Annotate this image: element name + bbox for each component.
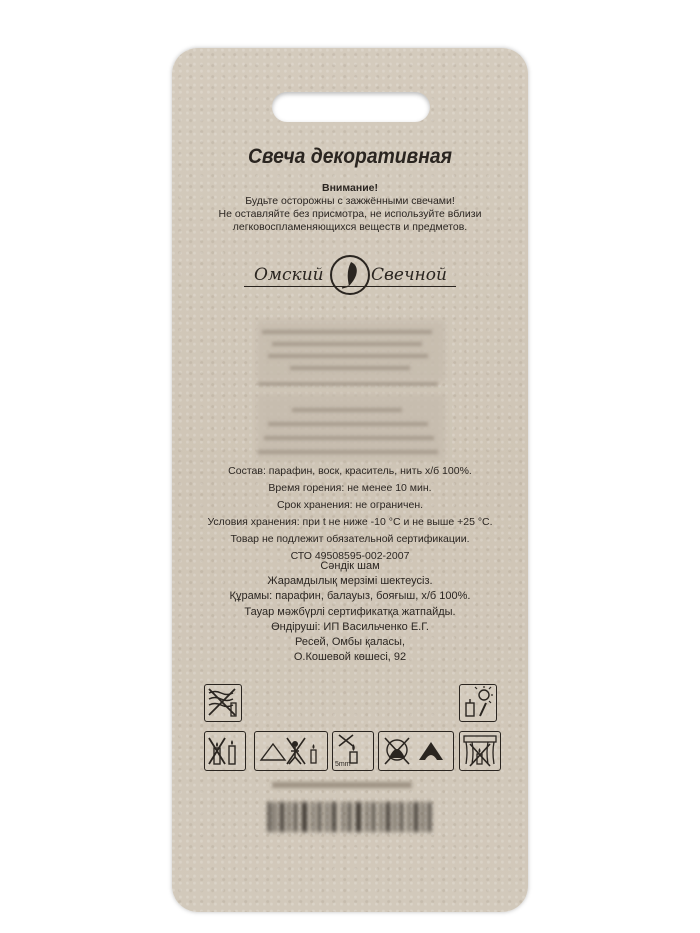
kz-line: Сәндік шам	[320, 560, 380, 572]
trim-wick-icon	[332, 731, 374, 771]
warning-line: Будьте осторожны с зажжёнными свечами!	[245, 195, 455, 207]
warning-line: легковоспламеняющихся веществ и предметов.	[232, 221, 468, 233]
kz-line: Тауар мәжбүрлі сертификатқа жатпайды.	[244, 605, 456, 618]
warning-heading: Внимание!	[322, 182, 378, 194]
product-title: Свеча декоративная	[247, 145, 453, 168]
kz-line: Жарамдылық мерзімі шектеусіз.	[267, 575, 433, 588]
kz-line: Ресей, Омбы қаласы,	[294, 636, 406, 649]
info-line: Время горения: не менее 10 мин.	[268, 482, 432, 494]
info-line: Срок хранения: не ограничен.	[276, 499, 424, 511]
no-flammable-icon	[378, 731, 454, 771]
blurred-barcode-caption	[272, 782, 412, 788]
candle-package-card	[172, 48, 528, 912]
warning-line: Не оставляйте без присмотра, не используйте вблизи	[218, 208, 482, 220]
kz-line: Өндіруші: ИП Васильченко Е.Г.	[271, 620, 429, 633]
no-sunlight-icon	[459, 684, 497, 722]
no-children-pets-icon	[254, 731, 328, 771]
info-line: Состав: парафин, воск, краситель, нить х/б 100%.	[228, 465, 472, 477]
kz-line: О.Кошевой көшесі, 92	[293, 651, 407, 664]
kz-line: Құрамы: парафин, балауыз, бояғыш, х/б 100%.	[229, 590, 471, 603]
svg-text:5mm: 5mm	[335, 761, 351, 768]
logo-right-word: Свечной	[371, 265, 447, 285]
blurred-barcode	[262, 796, 442, 838]
no-drafts-icon	[204, 684, 242, 722]
no-unattended-icon	[204, 731, 246, 771]
logo-left-word: Омский	[254, 265, 324, 285]
info-line: Условия хранения: при t не ниже -10 °С и не выше +25 °С.	[207, 516, 493, 528]
info-line: СТО 49508595-002-2007	[290, 550, 410, 562]
no-curtains-icon	[459, 731, 501, 771]
info-line: Товар не подлежит обязательной сертификации.	[230, 533, 470, 545]
